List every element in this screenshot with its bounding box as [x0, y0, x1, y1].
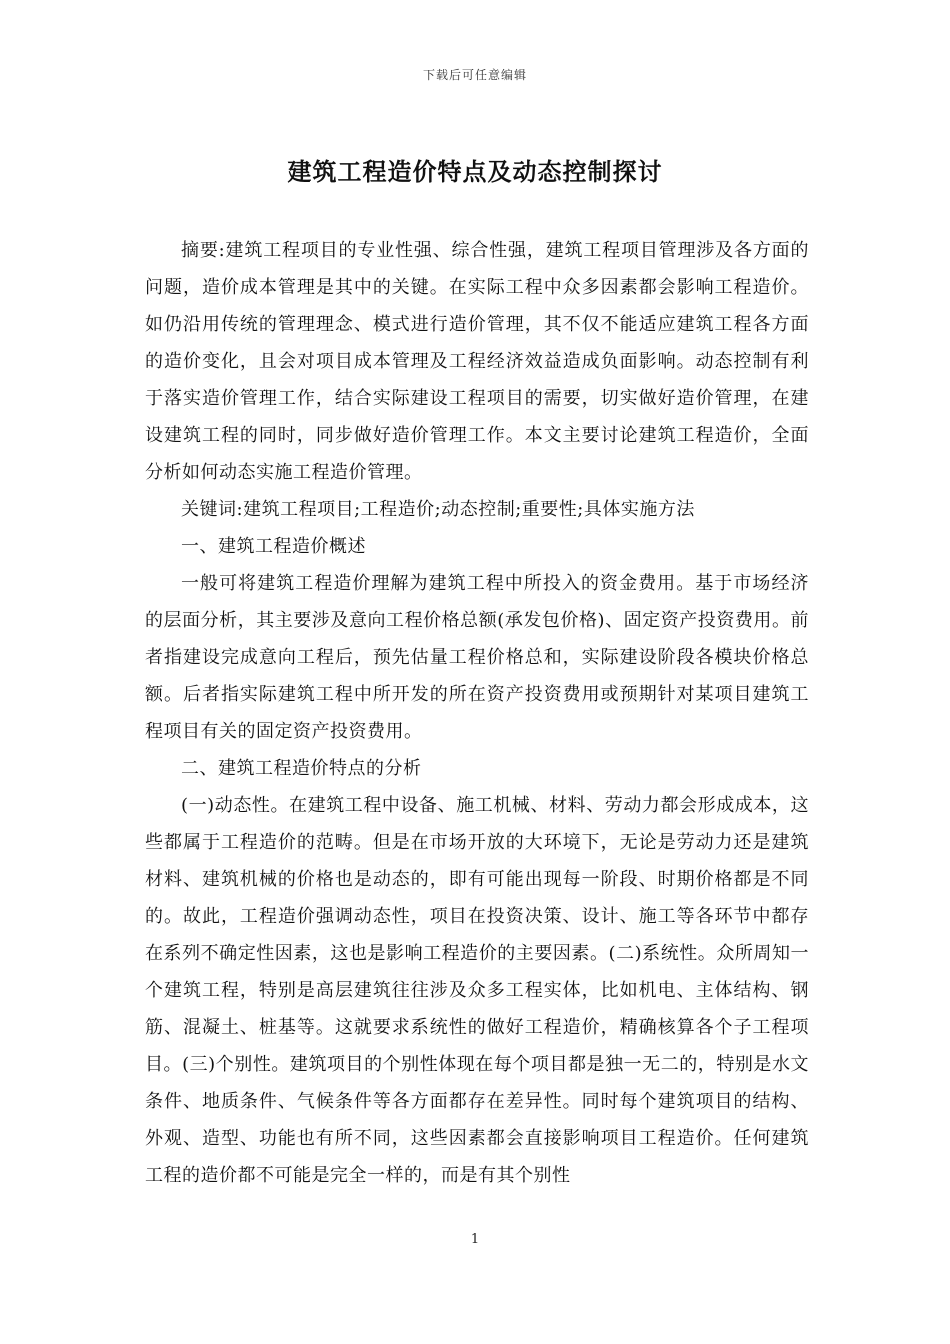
keywords-paragraph: 关键词:建筑工程项目;工程造价;动态控制;重要性;具体实施方法 — [181, 499, 695, 520]
section-heading-2: 二、建筑工程造价特点的分析 — [181, 758, 422, 779]
document-body — [145, 232, 809, 1194]
header-note: 下载后可任意编辑 — [422, 68, 527, 82]
abstract-paragraph: 摘要:建筑工程项目的专业性强、综合性强，建筑工程项目管理涉及各方面的问题，造价成本管理是其中的关键。在实际工程中众多因素都会影响工程造价。如仍沿用传统的管理理念、模式进行造价管理，其不仅不能适应建筑工程各方面的造价变化，且会对项目成本管理及工程经济效益造成负面影响。动态控制有利于落实造价管理工作，结合实际建设工程项目的需要，切实做好造价管理，在建设建筑工程的同时，同步做好造价管理工作。本文主要讨论建筑工程造价，全面分析如何动态实施工程造价管理。 — [145, 240, 809, 483]
body-paragraph: (一)动态性。在建筑工程中设备、施工机械、材料、劳动力都会形成成本，这些都属于工程造价的范畴。但是在市场开放的大环境下，无论是劳动力还是建筑材料、建筑机械的价格也是动态的，即有可能出现每一阶段、时期价格都是不同的。故此，工程造价强调动态性，项目在投资决策、设计、施工等各环节中都存在系列不确定性因素，这也是影响工程造价的主要因素。(二)系统性。众所周知一个建筑工程，特别是高层建筑往往涉及众多工程实体，比如机电、主体结构、钢筋、混凝土、桩基等。这就要求系统性的做好工程造价，精确核算各个子工程项目。(三)个别性。建筑项目的个别性体现在每个项目都是独一无二的，特别是水文条件、地质条件、气候条件等各方面都存在差异性。同时每个建筑项目的结构、外观、造型、功能也有所不同，这些因素都会直接影响项目工程造价。任何建筑工程的造价都不可能是完全一样的，而是有其个别性 — [145, 795, 809, 1186]
page-number: 1 — [470, 1232, 480, 1247]
body-paragraph: 一般可将建筑工程造价理解为建筑工程中所投入的资金费用。基于市场经济的层面分析，其主要涉及意向工程价格总额(承发包价格)、固定资产投资费用。前者指建设完成意向工程后，预先估量工程价格总和，实际建设阶段各模块价格总额。后者指实际建筑工程中所开发的所在资产投资费用或预期针对某项目建筑工程项目有关的固定资产投资费用。 — [145, 573, 809, 742]
document-title: 建筑工程造价特点及动态控制探讨 — [287, 157, 663, 186]
section-heading-1: 一、建筑工程造价概述 — [181, 536, 366, 557]
